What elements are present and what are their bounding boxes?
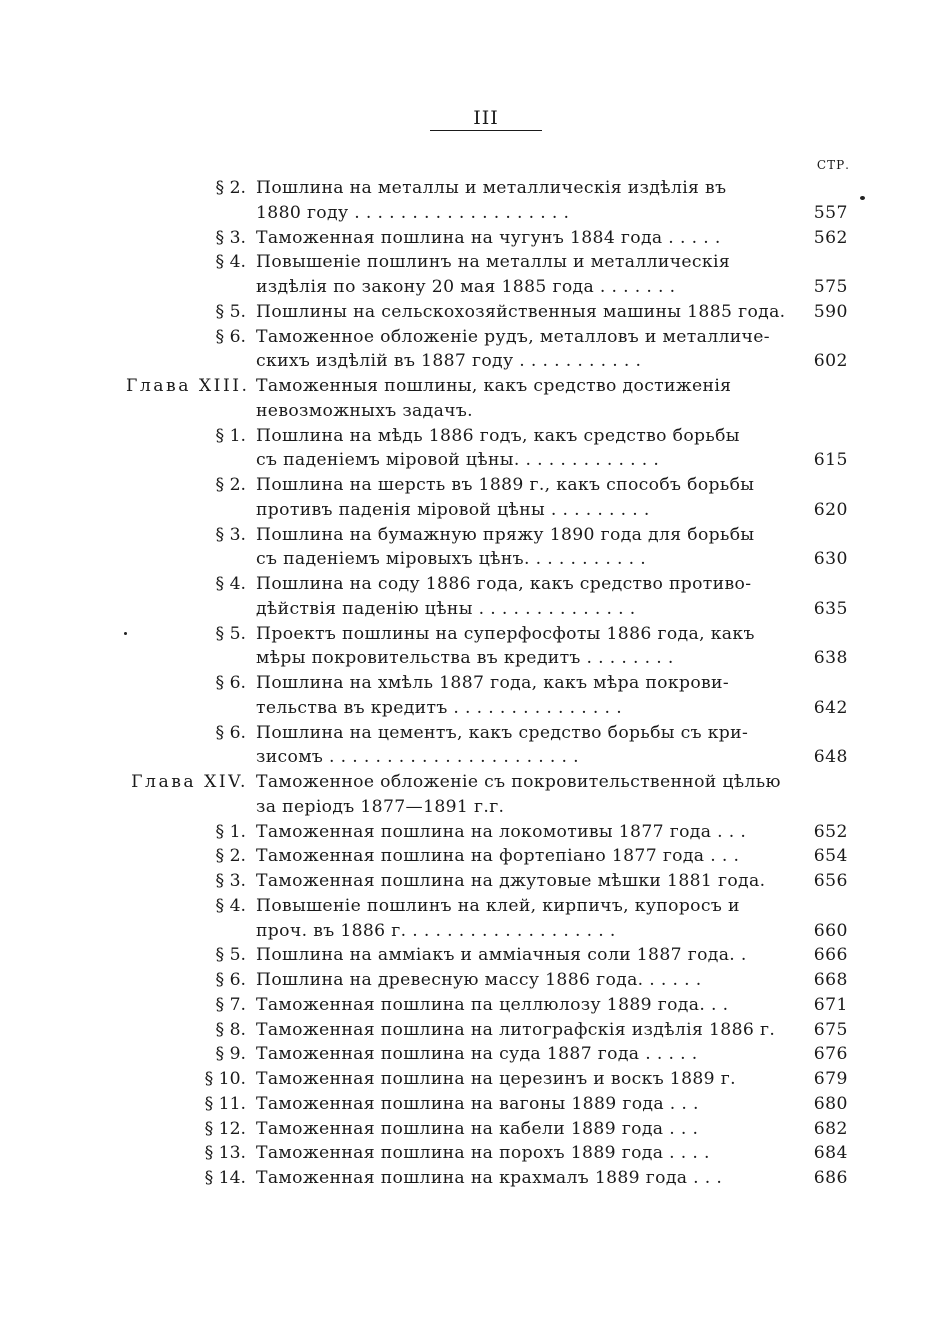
- entry-title-text: дѣйствія паденію цѣны . . . . . . . . . . . . . .: [256, 598, 636, 619]
- entry-title-text: Проектъ пошлины на суперфосфоты 1886 года, какъ: [256, 623, 755, 644]
- section-number: § 5.: [215, 623, 246, 644]
- entry-title-text: Пошлина на цементъ, какъ средство борьбы съ кри-: [256, 722, 749, 743]
- section-number: § 3.: [215, 227, 246, 248]
- section-number: § 5.: [215, 945, 246, 966]
- toc-section-line: [0, 523, 936, 548]
- page-reference: 679: [813, 1069, 848, 1089]
- section-number: § 5.: [215, 301, 246, 322]
- entry-title-text: Таможенная пошлина на локомотивы 1877 года . . .: [256, 821, 747, 842]
- section-number: § 6.: [215, 970, 246, 990]
- section-number: § 1.: [215, 425, 246, 446]
- entry-title-text: скихъ издѣлій въ 1887 году . . . . . . . . . . .: [256, 351, 642, 372]
- section-number: § 4.: [215, 574, 246, 594]
- toc-section-line: [0, 547, 936, 572]
- toc-section-line: [0, 1018, 936, 1043]
- toc-section-line: [0, 1117, 936, 1142]
- section-number: § 10.: [204, 1069, 246, 1089]
- entry-title-text: съ паденіемъ міровыхъ цѣнъ. . . . . . . . . . .: [256, 549, 647, 570]
- page-reference: 575: [813, 277, 848, 297]
- entry-title-text: Пошлина на металлы и металлическія издѣлія въ: [256, 178, 727, 198]
- toc-section-line: [0, 226, 936, 251]
- toc-section-line: [0, 1067, 936, 1092]
- toc-section-line: [0, 597, 936, 622]
- entry-title-text: Пошлины на сельскохозяйственныя машины 1885 года.: [256, 301, 786, 322]
- toc-chapter-line: [0, 399, 936, 424]
- toc-section-line: [0, 622, 936, 647]
- entry-title-text: Таможенная пошлина на литографскія издѣлія 1886 г.: [256, 1019, 776, 1040]
- page-reference: 615: [813, 450, 848, 471]
- section-number: § 7.: [215, 994, 246, 1015]
- toc-section-line: [0, 1042, 936, 1067]
- entry-title-text: невозможныхъ задачъ.: [256, 400, 473, 421]
- toc-section-line: [0, 721, 936, 746]
- toc-section-line: [0, 696, 936, 721]
- entry-title-text: зисомъ . . . . . . . . . . . . . . . . . . . . . .: [256, 747, 579, 768]
- entry-title-text: Таможенное обложеніе рудъ, металловъ и металличе-: [256, 326, 770, 347]
- page-column-header: СТР.: [816, 158, 850, 172]
- page-reference: 557: [813, 202, 848, 223]
- page-reference: 680: [813, 1093, 848, 1114]
- entry-title-text: Таможенныя пошлины, какъ средство достиженія: [256, 376, 732, 396]
- page-reference: 638: [813, 648, 848, 669]
- toc-section-line: [0, 646, 936, 671]
- entry-title-text: Пошлина на бумажную пряжу 1890 года для борьбы: [256, 524, 755, 545]
- page-reference: 675: [813, 1019, 848, 1040]
- toc-section-line: [0, 572, 936, 597]
- entry-title-text: Пошлина на соду 1886 года, какъ средство противо-: [256, 574, 752, 594]
- toc-section-line: [0, 820, 936, 845]
- entry-title-text: Таможенная пошлина на крахмалъ 1889 года . . .: [256, 1168, 723, 1188]
- toc-section-line: [0, 894, 936, 919]
- section-number: § 13.: [204, 1143, 246, 1164]
- entry-title-text: Повышеніе пошлинъ на клей, кирпичъ, купоросъ и: [256, 895, 740, 916]
- entry-title-text: Таможенная пошлина па целлюлозу 1889 года. . .: [256, 994, 729, 1015]
- entry-title-text: проч. въ 1886 г. . . . . . . . . . . . . . . . . . .: [256, 920, 616, 941]
- toc-section-line: [0, 745, 936, 770]
- entry-title-text: Таможенная пошлина на фортепіано 1877 года . . .: [256, 846, 740, 867]
- section-number: § 3.: [215, 524, 246, 545]
- page-reference: 676: [813, 1044, 848, 1065]
- chapter-number: Глава XIV.: [131, 772, 248, 792]
- page-reference: 630: [813, 549, 848, 570]
- entry-title-text: Пошлина на шерсть въ 1889 г., какъ способъ борьбы: [256, 475, 755, 495]
- page-reference: 635: [813, 598, 848, 619]
- toc-section-line: [0, 424, 936, 449]
- toc-section-line: [0, 1092, 936, 1117]
- toc-section-line: [0, 300, 936, 325]
- page-number: III: [473, 107, 499, 129]
- toc-section-line: [0, 325, 936, 350]
- toc-section-line: [0, 1166, 936, 1191]
- section-number: § 1.: [215, 821, 246, 842]
- toc-section-line: [0, 448, 936, 473]
- toc-section-line: [0, 1141, 936, 1166]
- entry-title-text: Повышеніе пошлинъ на металлы и металлическія: [256, 252, 731, 273]
- chapter-number: Глава XIII.: [126, 376, 250, 396]
- entry-title-text: за періодъ 1877—1891 г.г.: [256, 796, 505, 817]
- entry-title-text: Пошлина на аммiакъ и аммiачныя соли 1887 года. .: [256, 945, 747, 966]
- toc-chapter-line: [0, 770, 936, 795]
- ink-speck: [124, 632, 127, 635]
- toc-section-line: [0, 993, 936, 1018]
- page-reference: 642: [813, 697, 848, 718]
- toc-section-line: [0, 250, 936, 275]
- page-reference: 668: [813, 970, 848, 990]
- entry-title-text: Таможенная пошлина на джутовые мѣшки 1881 года.: [256, 871, 766, 891]
- page-number-rule: [430, 130, 542, 131]
- entry-title-text: Таможенная пошлина на кабели 1889 года . . .: [256, 1118, 699, 1139]
- toc-section-line: [0, 671, 936, 696]
- entry-title-text: 1880 году . . . . . . . . . . . . . . . . . . .: [256, 202, 570, 223]
- section-number: § 2.: [215, 475, 246, 495]
- page-reference: 684: [813, 1143, 848, 1164]
- entry-title-text: Таможенная пошлина на порохъ 1889 года . . . .: [256, 1143, 710, 1164]
- page-reference: 602: [813, 351, 848, 372]
- entry-title-text: Пошлина на мѣдь 1886 годъ, какъ средство борьбы: [256, 425, 740, 446]
- section-number: § 8.: [215, 1019, 246, 1040]
- page-reference: 686: [813, 1168, 848, 1188]
- toc-section-line: [0, 844, 936, 869]
- toc-section-line: [0, 968, 936, 993]
- toc-chapter-line: [0, 795, 936, 820]
- page-reference: 666: [813, 945, 848, 966]
- section-number: § 2.: [215, 178, 246, 198]
- section-number: § 6.: [215, 673, 246, 693]
- page-reference: 656: [813, 871, 848, 891]
- entry-title-text: издѣлія по закону 20 мая 1885 года . . . . . . .: [256, 277, 676, 297]
- entry-title-text: Пошлина на древесную массу 1886 года. . . . . .: [256, 970, 702, 990]
- section-number: § 12.: [204, 1118, 246, 1139]
- section-number: § 14.: [204, 1168, 246, 1188]
- page-reference: 682: [813, 1118, 848, 1139]
- toc-section-line: [0, 201, 936, 226]
- section-number: § 11.: [204, 1093, 246, 1114]
- page-reference: 590: [813, 301, 848, 322]
- section-number: § 4.: [215, 252, 246, 273]
- entry-title-text: Таможенная пошлина на вагоны 1889 года . . .: [256, 1093, 699, 1114]
- toc-section-line: [0, 919, 936, 944]
- toc-section-line: [0, 349, 936, 374]
- entry-title-text: Пошлина на хмѣль 1887 года, какъ мѣра покрови-: [256, 673, 730, 693]
- section-number: § 6.: [215, 326, 246, 347]
- entry-title-text: противъ паденія міровой цѣны . . . . . . . . .: [256, 499, 650, 520]
- toc-section-line: [0, 176, 936, 201]
- entry-title-text: Таможенное обложеніе съ покровительственной цѣлью: [256, 772, 781, 792]
- section-number: § 3.: [215, 871, 246, 891]
- page-reference: 562: [813, 227, 848, 248]
- toc-section-line: [0, 498, 936, 523]
- page-reference: 648: [813, 747, 848, 768]
- toc-section-line: [0, 869, 936, 894]
- page-reference: 652: [813, 821, 848, 842]
- section-number: § 6.: [215, 722, 246, 743]
- section-number: § 4.: [215, 895, 246, 916]
- toc-section-line: [0, 473, 936, 498]
- entry-title-text: Таможенная пошлина на суда 1887 года . . . . .: [256, 1044, 698, 1065]
- page-reference: 671: [813, 994, 848, 1015]
- entry-title-text: Таможенная пошлина на чугунъ 1884 года . . . . .: [256, 227, 721, 248]
- entry-title-text: мѣры покровительства въ кредитъ . . . . . . . .: [256, 648, 674, 669]
- page-reference: 654: [813, 846, 848, 867]
- page-reference: 620: [813, 499, 848, 520]
- ink-speck: [860, 196, 865, 200]
- entry-title-text: съ паденіемъ міровой цѣны. . . . . . . . . . . . .: [256, 450, 660, 471]
- section-number: § 9.: [215, 1044, 246, 1065]
- toc-chapter-line: [0, 374, 936, 399]
- entry-title-text: Таможенная пошлина на церезинъ и воскъ 1889 г.: [256, 1069, 736, 1089]
- toc-section-line: [0, 943, 936, 968]
- entry-title-text: тельства въ кредитъ . . . . . . . . . . . . . . .: [256, 697, 623, 718]
- section-number: § 2.: [215, 846, 246, 867]
- toc-section-line: [0, 275, 936, 300]
- page-reference: 660: [813, 920, 848, 941]
